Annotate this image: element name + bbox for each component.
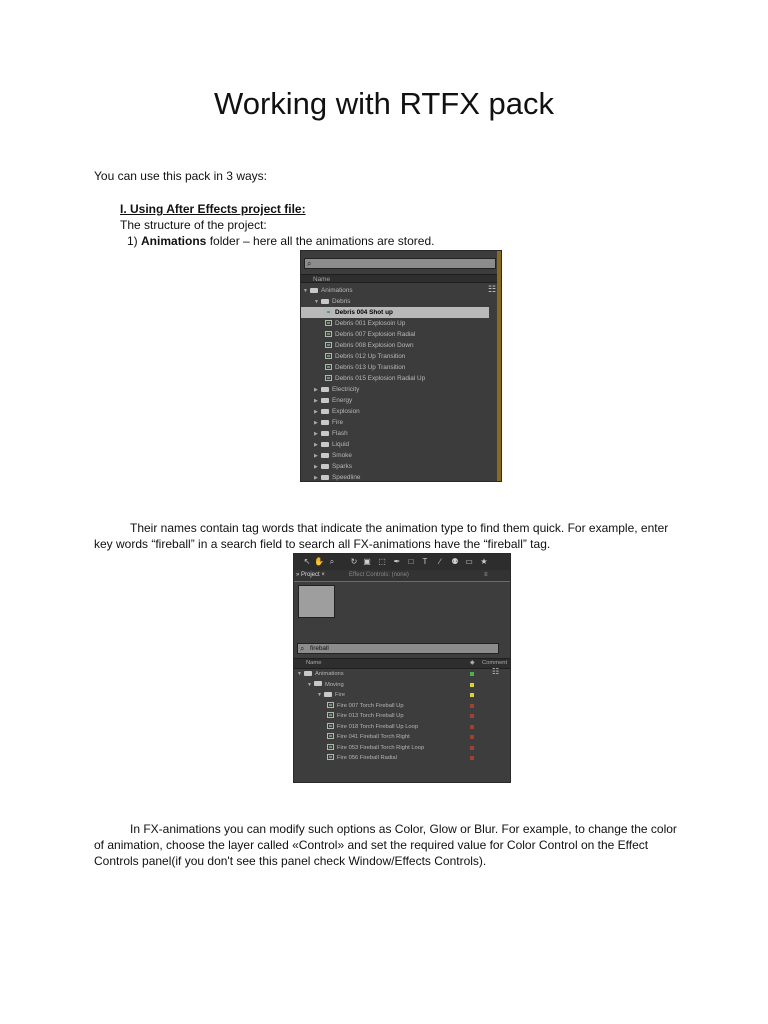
search-icon: ⌕ [307,259,312,268]
list-item-text: folder – here all the animations are stored. [206,234,435,248]
comp-row[interactable] [301,318,489,329]
folder-icon [321,442,329,447]
page-title: Working with RTFX pack [214,86,554,121]
composition-icon [325,353,332,359]
folder-icon [321,299,329,304]
row-label: Debris 008 Explosion Down [335,342,414,349]
flowchart-icon[interactable]: ☷ [492,667,500,676]
label-color-swatch[interactable] [470,714,474,718]
folder-icon [321,475,329,480]
chevron-down-icon[interactable]: ▼ [297,671,302,677]
list-item-animations [127,233,435,249]
chevron-down-icon[interactable]: ▼ [303,288,308,294]
row-label: Debris 012 Up Transition [335,353,406,360]
composition-icon [327,733,334,739]
row-label: Energy [332,397,353,404]
folder-row[interactable] [294,669,510,680]
folder-icon [321,409,329,414]
folder-icon [321,431,329,436]
folder-row[interactable] [301,461,489,472]
folder-row[interactable] [294,680,510,691]
composition-icon [327,744,334,750]
comp-row[interactable] [301,329,489,340]
row-label: Animations [315,671,344,677]
folder-row[interactable] [301,296,489,307]
row-label: Animations [321,287,353,294]
folder-row[interactable] [301,285,489,296]
toolbar [294,554,510,571]
folder-row[interactable] [301,406,489,417]
row-label: Flash [332,430,348,437]
row-label: Liquid [332,441,350,448]
chevron-right-icon[interactable]: ▶ [314,387,318,393]
row-label: Debris 013 Up Transition [335,364,406,371]
project-panel-screenshot [300,250,502,482]
preview-thumbnail [298,585,335,618]
tab-effect-controls[interactable]: Effect Controls: (none) [349,572,409,578]
folder-icon [310,288,318,293]
pen-tool-icon[interactable]: ✒ [393,557,401,566]
chevron-right-icon[interactable]: ▶ [314,464,318,470]
row-label: Fire 041 Fireball Torch Right [337,734,410,740]
list-number: 1) [127,234,138,248]
row-label: Fire [335,692,345,698]
row-label: Fire 053 Fireball Torch Right Loop [337,744,425,751]
composition-icon [327,754,334,760]
composition-icon [325,364,332,370]
section-heading: I. Using After Effects project file: [120,202,306,216]
label-color-swatch[interactable] [470,683,474,687]
folder-icon [314,681,322,686]
folder-icon [304,671,312,676]
label-color-swatch[interactable] [470,746,474,750]
comp-row[interactable] [301,351,489,362]
column-name[interactable]: Name [306,660,322,666]
column-header[interactable]: Name [301,274,497,283]
row-label: Electricity [332,386,360,393]
row-label: Sparks [332,463,352,470]
row-label: Fire 007 Torch Fireball Up [337,702,404,709]
row-label: Moving [325,681,344,688]
composition-icon [325,309,332,315]
comp-row[interactable] [301,340,489,351]
row-label: Debris 015 Explosion Radial Up [335,375,426,382]
folder-icon [321,453,329,458]
row-label: Debris 007 Explosion Radial [335,331,416,338]
tab-project[interactable]: » Project × [296,572,325,578]
folder-icon [321,420,329,425]
composition-icon [325,375,332,381]
row-label: Fire 056 Fireball Radial [337,755,397,761]
chevron-right-icon[interactable]: ▶ [314,409,318,415]
label-color-swatch[interactable] [470,704,474,708]
composition-icon [327,723,334,729]
flowchart-icon[interactable]: ☷ [488,284,497,294]
composition-icon [325,320,332,326]
folder-row[interactable] [301,428,489,439]
structure-text: The structure of the project: [120,218,267,232]
list-item-bold: Animations [141,234,207,248]
brush-tool-icon[interactable]: ∕ [439,557,441,566]
folder-row[interactable] [301,384,489,395]
chevron-right-icon[interactable]: ▶ [314,398,318,404]
label-column-icon[interactable]: ◆ [470,660,475,666]
folder-icon [321,398,329,403]
comp-row[interactable] [294,743,510,754]
row-label: Debris [332,298,351,305]
comp-row[interactable] [294,722,510,733]
shape-tool-icon[interactable]: □ [408,557,414,566]
folder-row[interactable] [301,472,489,482]
panel-menu-icon[interactable]: ≡ [484,572,488,578]
chevron-down-icon[interactable]: ▼ [307,681,312,688]
label-color-swatch[interactable] [470,735,474,739]
chevron-right-icon[interactable]: ▶ [314,431,318,437]
zoom-tool-icon[interactable]: ⌕ [329,557,335,566]
camera-tool-icon[interactable]: ▣ [363,557,371,566]
stamp-tool-icon[interactable]: ⚉ [451,557,459,566]
panel-edge [497,251,501,481]
comp-row[interactable] [301,362,489,373]
search-input[interactable] [304,258,496,269]
label-color-swatch[interactable] [470,756,474,760]
column-header [294,658,510,669]
row-label: Debris 004 Shot up [335,309,393,316]
chevron-down-icon[interactable]: ▼ [314,299,319,305]
folder-row[interactable] [301,439,489,450]
eraser-tool-icon[interactable]: ▭ [465,557,473,566]
selection-tool-icon[interactable]: ↖ [303,557,311,566]
comp-row[interactable] [301,307,489,318]
row-label: Debris 001 Explosoin Up [335,320,406,327]
pan-behind-tool-icon[interactable]: ⬚ [378,557,386,566]
intro-text: You can use this pack in 3 ways: [94,169,267,183]
paragraph-tags: Their names contain tag words that indicate the animation type to find them quick. For example, enter key words “fireball” in a search field to search all FX-animations have the “fireball” tag. [94,521,669,551]
row-label: Fire [332,419,344,426]
paragraph-fx: In FX-animations you can modify such options as Color, Glow or Blur. For example, to change the color of animation, choose the layer called «Control» and set the required value for Color Control on the Effect Controls panel(if you don't see this panel check Window/Effects Controls). [94,822,677,868]
composition-icon [325,331,332,337]
folder-icon [324,692,332,697]
composition-icon [327,712,334,718]
hand-tool-icon[interactable]: ✋ [314,557,324,566]
composition-icon [327,702,334,708]
label-color-swatch[interactable] [470,672,474,676]
folder-row[interactable] [301,417,489,428]
chevron-right-icon[interactable]: ▶ [314,442,318,448]
search-icon: ⌕ [300,644,305,653]
search-input[interactable]: ⌕ fireball [297,643,499,654]
row-label: Speedline [332,474,361,481]
folder-row[interactable] [301,395,489,406]
chevron-down-icon[interactable]: ▼ [317,692,322,698]
chevron-right-icon[interactable]: ▶ [314,420,318,426]
chevron-right-icon[interactable]: ▶ [314,475,318,481]
folder-row[interactable] [294,690,510,701]
row-label: Fire 013 Torch Fireball Up [337,713,404,719]
row-label: Explosion [332,408,360,415]
comp-row[interactable] [294,711,510,722]
rotate-tool-icon[interactable]: ↻ [350,557,358,566]
column-comment[interactable]: Comment [482,660,508,666]
comp-row[interactable] [294,753,510,764]
folder-icon [321,387,329,392]
comp-row[interactable] [301,373,489,384]
row-label: Smoke [332,452,352,459]
comp-row[interactable] [294,732,510,743]
panel-tabs [294,570,510,582]
folder-row[interactable] [301,450,489,461]
text-tool-icon[interactable]: T [422,557,428,566]
composition-icon [325,342,332,348]
label-color-swatch[interactable] [470,693,474,697]
label-color-swatch[interactable] [470,725,474,729]
puppet-tool-icon[interactable]: ★ [480,557,488,566]
folder-icon [321,464,329,469]
chevron-right-icon[interactable]: ▶ [314,453,318,459]
search-panel-screenshot [293,553,511,783]
row-label: Fire 018 Torch Fireball Up Loop [337,723,419,730]
comp-row[interactable] [294,701,510,712]
